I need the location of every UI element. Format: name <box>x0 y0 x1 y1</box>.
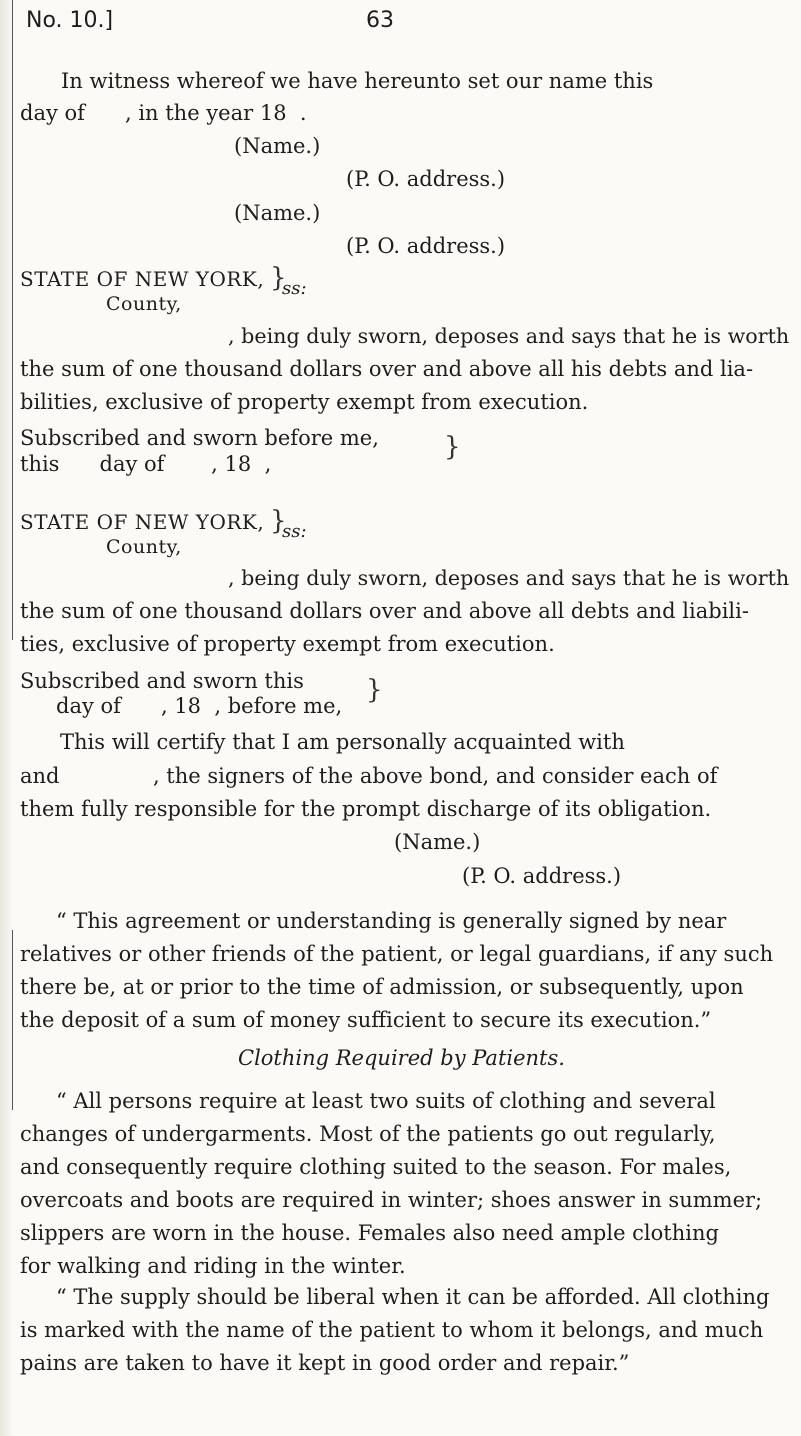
oath-line-3: ties, exclusive of property exempt from execution. <box>20 632 555 656</box>
oath-line-1: , being duly sworn, deposes and says that he is worth <box>228 324 790 348</box>
venue-state: STATE OF NEW YORK, <box>20 510 265 534</box>
certify-line-3: them fully responsible for the prompt discharge of its obligation. <box>20 797 712 821</box>
certify-line-2: and , the signers of the above bond, and consider each of <box>20 764 718 788</box>
agreement-line-2: relatives or other friends of the patient, or legal guardians, if any such <box>20 942 774 966</box>
certifier-address: (P. O. address.) <box>462 864 622 888</box>
jurat-line-2: this day of , 18 , <box>20 452 272 476</box>
signer-address-2: (P. O. address.) <box>346 234 506 258</box>
agreement-line-3: there be, at or prior to the time of admission, or subsequently, upon <box>20 975 744 999</box>
jurat-line-1: Subscribed and sworn before me, <box>20 426 379 450</box>
jurat-line-2: day of , 18 , before me, <box>56 694 343 718</box>
signer-name-2: (Name.) <box>234 201 321 225</box>
clothing-p2-line: pains are taken to have it kept in good order and repair.” <box>20 1351 630 1375</box>
signer-name-1: (Name.) <box>234 134 321 158</box>
margin-rule <box>12 930 13 1110</box>
clothing-p1-line: for walking and riding in the winter. <box>20 1254 406 1278</box>
certify-line-1: This will certify that I am personally acquainted with <box>60 730 625 754</box>
venue-state: STATE OF NEW YORK, <box>20 267 265 291</box>
margin-rule <box>12 0 13 640</box>
clothing-p1-line: “ All persons require at least two suits of clothing and several <box>56 1089 716 1113</box>
clothing-p1-line: overcoats and boots are required in winter; shoes answer in summer; <box>20 1188 763 1212</box>
venue-brace: } <box>270 506 287 536</box>
venue-brace: } <box>270 263 287 293</box>
clothing-p2-line: is marked with the name of the patient to whom it belongs, and much <box>20 1318 764 1342</box>
venue-ss: ss: <box>282 278 307 299</box>
clothing-p2-line: “ The supply should be liberal when it can be afforded. All clothing <box>56 1285 770 1309</box>
venue-ss: ss: <box>282 521 307 542</box>
witness-line-1: In witness whereof we have hereunto set our name this <box>61 69 654 93</box>
section-number: No. 10.] <box>26 8 114 33</box>
agreement-line-4: the deposit of a sum of money sufficient to secure its execution.” <box>20 1008 712 1032</box>
witness-line-2: day of , in the year 18 . <box>20 101 307 125</box>
jurat-brace: } <box>444 432 461 462</box>
oath-line-3: bilities, exclusive of property exempt from execution. <box>20 390 589 414</box>
signer-address-1: (P. O. address.) <box>346 167 506 191</box>
page-number: 63 <box>366 8 394 33</box>
jurat-brace: } <box>366 675 383 705</box>
venue-county: County, <box>106 536 182 558</box>
oath-line-1: , being duly sworn, deposes and says that he is worth <box>228 566 790 590</box>
section-heading: Clothing Required by Patients. <box>238 1046 565 1070</box>
oath-line-2: the sum of one thousand dollars over and above all debts and liabili- <box>20 599 749 623</box>
clothing-p1-line: changes of undergarments. Most of the patients go out regularly, <box>20 1122 716 1146</box>
oath-line-2: the sum of one thousand dollars over and above all his debts and lia- <box>20 357 754 381</box>
agreement-line-1: “ This agreement or understanding is generally signed by near <box>56 909 727 933</box>
certifier-name: (Name.) <box>394 830 481 854</box>
clothing-p1-line: slippers are worn in the house. Females also need ample clothing <box>20 1221 719 1245</box>
clothing-p1-line: and consequently require clothing suited to the season. For males, <box>20 1155 732 1179</box>
venue-county: County, <box>106 293 182 315</box>
jurat-line-1: Subscribed and sworn this <box>20 669 304 693</box>
